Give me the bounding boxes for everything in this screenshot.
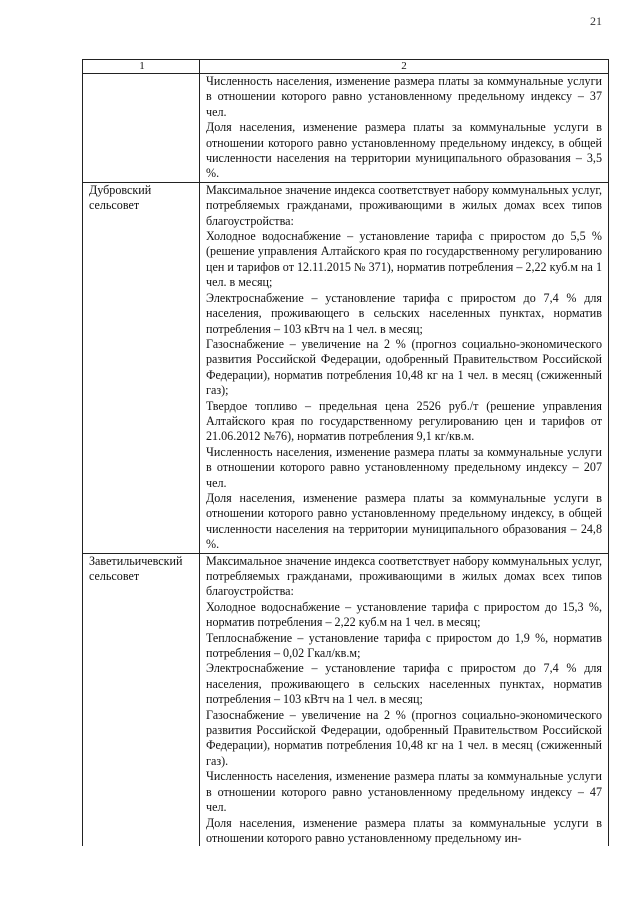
paragraph: Численность населения, изменение размера платы за коммунальные услуги в отношении которого равно установленному предельному индексу – 207 чел. xyxy=(206,444,602,490)
paragraph: Твердое топливо – предельная цена 2526 руб./т (решение управления Алтайского края по государственному регулированию цен и тарифов от 21.06.2012 №76), норматив потребления 9,1 кг/кв.м. xyxy=(206,398,602,444)
table-row xyxy=(83,553,609,846)
column-header-1: 1 xyxy=(83,60,200,74)
paragraph: Холодное водоснабжение – установление тарифа с приростом до 15,3 %, норматив потребления – 2,22 куб.м на 1 чел. в месяц; xyxy=(206,599,602,630)
paragraph: Доля населения, изменение размера платы за коммунальные услуги в отношении которого равно установленному предельному индексу, в общей численности населения на территории муниципального образования – 3,5 %. xyxy=(206,120,602,181)
municipality-name-cell: Дубровский сельсовет xyxy=(83,182,200,553)
paragraph: Газоснабжение – увеличение на 2 % (прогноз социально-экономического развития Российской Федерации, одобренный Правительством Российской Федерации), норматив потребления 10,48 кг на 1 чел. в месяц (сжиженный газ). xyxy=(206,707,602,768)
table-row xyxy=(83,74,609,183)
municipality-name-cell xyxy=(83,74,200,183)
paragraph: Максимальное значение индекса соответствует набору коммунальных услуг, потребляемых гражданами, проживающими в жилых домах всех типов благоустройства: xyxy=(206,553,602,599)
paragraph: Холодное водоснабжение – установление тарифа с приростом до 5,5 % (решение управления Алтайского края по государственному регулированию цен и тарифов от 12.11.2015 № 371), норматив потребления – 2,22 куб.м на 1 чел. в месяц; xyxy=(206,229,602,290)
paragraph: Численность населения, изменение размера платы за коммунальные услуги в отношении которого равно установленному предельному индексу – 47 чел. xyxy=(206,769,602,815)
municipal-index-table xyxy=(82,59,609,846)
paragraph: Доля населения, изменение размера платы за коммунальные услуги в отношении которого равно установленному предельному индексу, в общей численности населения на территории муниципального образования – 24,8 %. xyxy=(206,490,602,552)
municipality-name-cell: Заветильичевский сельсовет xyxy=(83,553,200,846)
description-cell xyxy=(200,553,609,846)
table-header-row xyxy=(83,60,609,74)
paragraph: Электроснабжение – установление тарифа с приростом до 7,4 % для населения, проживающего в сельских населенных пунктах, норматив потребления – 103 кВтч на 1 чел. в месяц; xyxy=(206,290,602,336)
table-row xyxy=(83,182,609,553)
paragraph: Теплоснабжение – установление тарифа с приростом до 1,9 %, норматив потребления – 0,02 Гкал/кв.м; xyxy=(206,630,602,661)
paragraph: Численность населения, изменение размера платы за коммунальные услуги в отношении которого равно установленному предельному индексу – 37 чел. xyxy=(206,74,602,119)
page-number: 21 xyxy=(590,14,602,28)
description-cell xyxy=(200,74,609,183)
description-cell xyxy=(200,182,609,553)
column-header-2: 2 xyxy=(200,60,609,74)
paragraph: Максимальное значение индекса соответствует набору коммунальных услуг, потребляемых гражданами, проживающими в жилых домах всех типов благоустройства: xyxy=(206,182,602,228)
paragraph: Электроснабжение – установление тарифа с приростом до 7,4 % для населения, проживающего в сельских населенных пунктах, норматив потребления – 103 кВтч на 1 чел. в месяц; xyxy=(206,661,602,707)
paragraph: Газоснабжение – увеличение на 2 % (прогноз социально-экономического развития Российской Федерации, одобренный Правительством Российской Федерации), норматив потребления 10,48 кг на 1 чел. в месяц (сжиженный газ); xyxy=(206,336,602,398)
paragraph: Доля населения, изменение размера платы за коммунальные услуги в отношении которого равно установленному предельному ин- xyxy=(206,815,602,845)
